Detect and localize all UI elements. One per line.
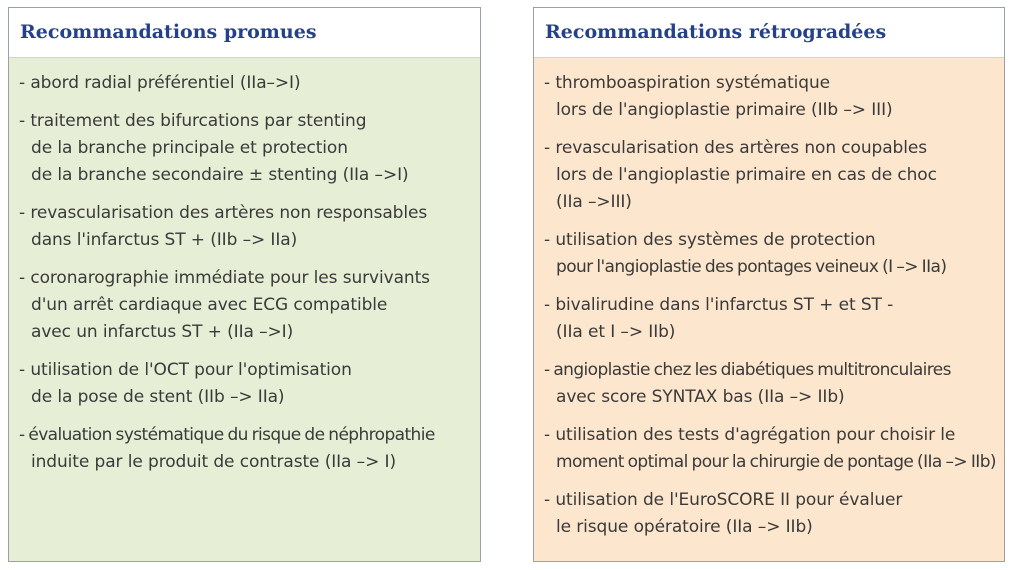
item-line: (IIa –>III) — [556, 192, 632, 212]
item-line: - utilisation des tests d'agrégation pour choisir le — [544, 425, 956, 445]
promoted-title: Recommandations promues — [9, 8, 480, 58]
list-item — [544, 292, 1004, 346]
item-line: de la pose de stent (IIb –> IIa) — [31, 387, 285, 407]
item-line: - bivalirudine dans l'infarctus ST + et ST - — [544, 295, 894, 315]
list-item — [544, 135, 1004, 216]
item-line: dans l'infarctus ST + (IIb –> IIa) — [31, 230, 298, 250]
item-line: - thromboaspiration systématique — [544, 73, 830, 93]
list-item — [19, 108, 480, 189]
item-line: lors de l'angioplastie primaire (IIb –> III) — [556, 100, 893, 120]
item-line: - évaluation systématique du risque de néphropathie — [19, 425, 435, 445]
item-line: d'un arrêt cardiaque avec ECG compatible — [31, 295, 388, 315]
list-item — [19, 265, 480, 346]
item-line: - angioplastie chez les diabétiques multitronculaires — [544, 360, 951, 380]
item-line: - traitement des bifurcations par stenting — [19, 111, 367, 131]
item-line: pour l'angioplastie des pontages veineux (I –> IIa) — [556, 257, 947, 277]
promoted-list — [9, 58, 480, 476]
list-item — [19, 357, 480, 411]
item-line: avec score SYNTAX bas (IIa –> IIb) — [556, 387, 845, 407]
item-line: de la branche principale et protection — [31, 138, 348, 158]
demoted-list — [534, 58, 1004, 541]
item-line: de la branche secondaire ± stenting (IIa –>I) — [31, 165, 409, 185]
item-line: moment optimal pour la chirurgie de pontage (IIa –> IIb) — [556, 452, 996, 472]
item-line: - revascularisation des artères non coupables — [544, 138, 927, 158]
item-line: - abord radial préférentiel (IIa–>I) — [19, 73, 301, 93]
item-line: le risque opératoire (IIa –> IIb) — [556, 517, 813, 537]
promoted-panel — [8, 7, 481, 562]
list-item — [544, 422, 1004, 476]
list-item — [544, 70, 1004, 124]
item-line: - utilisation de l'OCT pour l'optimisation — [19, 360, 352, 380]
list-item — [19, 200, 480, 254]
list-item — [544, 227, 1004, 281]
item-line: - utilisation des systèmes de protection — [544, 230, 876, 250]
item-line: avec un infarctus ST + (IIa –>I) — [31, 322, 294, 342]
item-line: induite par le produit de contraste (IIa –> I) — [31, 452, 396, 472]
list-item — [544, 357, 1004, 411]
item-line: (IIa et I –> IIb) — [556, 322, 676, 342]
list-item — [544, 487, 1004, 541]
list-item — [19, 422, 480, 476]
item-line: - utilisation de l'EuroSCORE II pour évaluer — [544, 490, 903, 510]
demoted-panel — [533, 7, 1005, 562]
demoted-title: Recommandations rétrogradées — [534, 8, 1004, 58]
item-line: - coronarographie immédiate pour les survivants — [19, 268, 430, 288]
item-line: lors de l'angioplastie primaire en cas de choc — [556, 165, 937, 185]
item-line: - revascularisation des artères non responsables — [19, 203, 428, 223]
list-item — [19, 70, 480, 97]
